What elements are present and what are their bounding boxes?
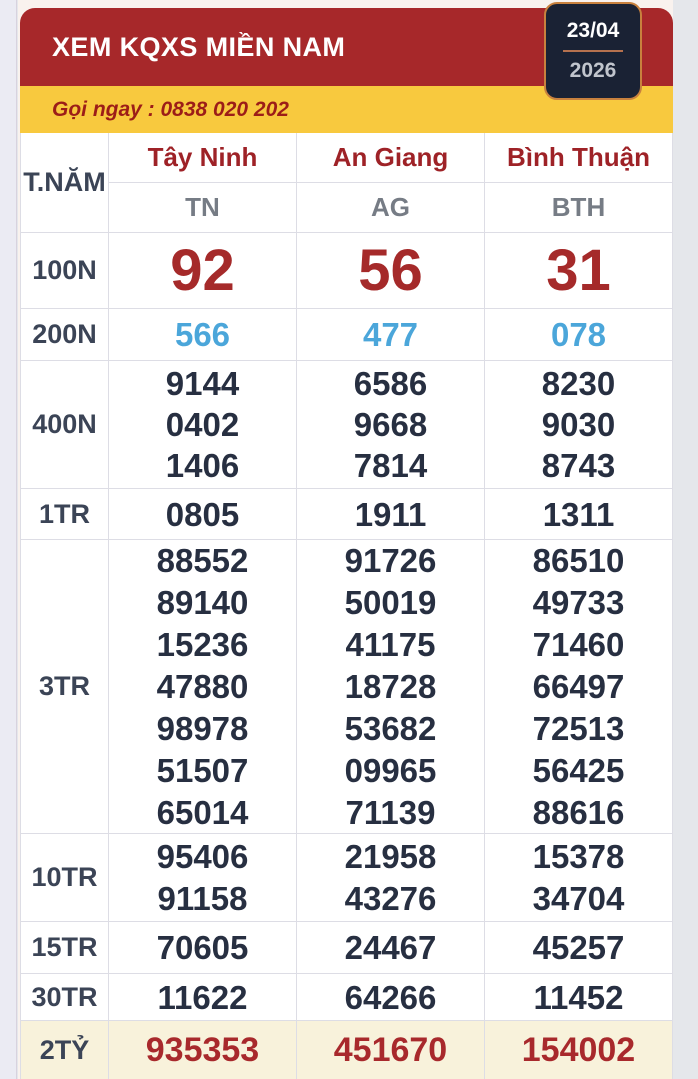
prize-number: 49733: [532, 583, 625, 621]
prize-number: 566: [174, 316, 231, 353]
prize-number: 92: [170, 237, 235, 303]
corner-label: T.NĂM: [21, 133, 109, 232]
prize-number: 43276: [344, 879, 437, 917]
prize-cell: [485, 309, 672, 360]
prize-cell: [485, 233, 672, 308]
province-name: Bình Thuận: [485, 133, 672, 183]
prize-number: 71139: [345, 793, 436, 831]
prize-cell: [297, 974, 485, 1020]
date-day-month: 23/04: [566, 19, 620, 42]
prize-cell: [485, 922, 672, 973]
prize-number: 91158: [157, 879, 248, 917]
prize-cell: [297, 489, 485, 539]
prize-number: 56425: [532, 751, 625, 789]
prize-number: 47880: [156, 667, 249, 705]
prize-number: 1406: [165, 447, 240, 484]
prize-number: 31: [546, 237, 611, 303]
prize-number: 21958: [344, 837, 437, 875]
prize-number: 45257: [532, 929, 625, 966]
prize-number: 8743: [541, 447, 616, 484]
prize-cell: [297, 309, 485, 360]
prize-cell: [109, 834, 297, 921]
province-column-tay-ninh: [109, 133, 297, 232]
date-year: 2026: [569, 59, 617, 82]
province-code: TN: [185, 191, 220, 222]
province-column-an-giang: [297, 133, 485, 232]
prize-number: 935353: [145, 1030, 260, 1069]
prize-tier-label: 400N: [21, 361, 109, 488]
prize-row-15TR: [21, 922, 672, 974]
prize-number: 88616: [532, 793, 625, 831]
prize-number: 51507: [156, 751, 249, 789]
prize-cell: [109, 1021, 297, 1079]
prize-number: 9144: [165, 365, 240, 402]
prize-row-10TR: [21, 834, 672, 922]
prize-cell: [109, 974, 297, 1020]
lottery-results-card: [20, 8, 673, 1079]
prize-cell: [485, 1021, 672, 1079]
results-table: [20, 133, 673, 1079]
prize-number: 18728: [344, 667, 437, 705]
prize-tier-label: 200N: [21, 309, 109, 360]
prize-number: 66497: [532, 667, 625, 705]
prize-row-1TR: [21, 489, 672, 540]
province-code: BTH: [551, 191, 606, 222]
prize-number: 11452: [533, 978, 624, 1016]
prize-cell: [297, 540, 485, 833]
date-divider: [563, 50, 623, 52]
prize-cell: [109, 233, 297, 308]
content-area: [18, 0, 673, 1079]
province-name: Tây Ninh: [109, 133, 296, 183]
prize-cell: [485, 974, 672, 1020]
prize-tier-label: 10TR: [21, 834, 109, 921]
prize-number: 0805: [165, 495, 240, 533]
prize-cell: [297, 922, 485, 973]
prize-number: 91726: [344, 541, 437, 579]
prize-tier-label: 100N: [21, 233, 109, 308]
prize-number: 9030: [541, 406, 616, 443]
prize-cell: [109, 489, 297, 539]
prize-number: 50019: [344, 583, 437, 621]
prize-tier-label: 15TR: [21, 922, 109, 973]
page-left-gutter: [0, 0, 17, 1079]
prize-row-100N: [21, 233, 672, 309]
prize-number: 89140: [156, 583, 249, 621]
prize-number: 1311: [542, 495, 615, 533]
prize-tier-label: 2TỶ: [21, 1021, 109, 1079]
prize-number: 88552: [156, 541, 249, 579]
prize-cell: [485, 489, 672, 539]
prize-number: 1911: [354, 495, 427, 533]
prize-number: 71460: [532, 625, 625, 663]
table-header: [21, 133, 672, 233]
prize-cell: [109, 361, 297, 488]
prize-number: 6586: [353, 365, 428, 402]
prize-row-200N: [21, 309, 672, 361]
prize-number: 477: [362, 316, 419, 353]
prize-tier-label: 3TR: [21, 540, 109, 833]
prize-cell: [109, 540, 297, 833]
prize-cell: [109, 922, 297, 973]
prize-number: 64266: [344, 978, 437, 1016]
prize-number: 98978: [156, 709, 249, 747]
prize-number: 11622: [157, 978, 248, 1016]
hotline-phone-link[interactable]: Gọi ngay : 0838 020 202: [52, 97, 289, 121]
prize-row-400N: [21, 361, 672, 489]
date-picker-badge[interactable]: [544, 2, 642, 100]
prize-row-3TR: [21, 540, 672, 834]
prize-cell: [485, 540, 672, 833]
prize-number: 154002: [521, 1030, 636, 1069]
prize-number: 451670: [333, 1030, 448, 1069]
prize-tier-label: 1TR: [21, 489, 109, 539]
prize-cell: [297, 1021, 485, 1079]
province-code: AG: [371, 191, 410, 222]
prize-number: 72513: [532, 709, 625, 747]
page-title: XEM KQXS MIỀN NAM: [52, 31, 346, 62]
prize-tier-label: 30TR: [21, 974, 109, 1020]
prize-number: 70605: [156, 929, 249, 966]
prize-number: 9668: [353, 406, 428, 443]
prize-number: 15378: [532, 837, 625, 875]
prize-cell: [485, 361, 672, 488]
prize-number: 86510: [532, 541, 625, 579]
prize-number: 078: [550, 316, 607, 353]
prize-row-30TR: [21, 974, 672, 1021]
prize-cell: [109, 309, 297, 360]
prize-number: 65014: [156, 793, 249, 831]
prize-number: 95406: [156, 837, 249, 875]
prize-cell: [297, 834, 485, 921]
prize-number: 53682: [344, 709, 437, 747]
prize-number: 8230: [541, 365, 616, 402]
results-body: [21, 233, 672, 1079]
prize-number: 15236: [156, 625, 249, 663]
card-header: [20, 8, 673, 86]
prize-number: 56: [358, 237, 423, 303]
prize-cell: [297, 233, 485, 308]
province-column-binh-thuan: [485, 133, 672, 232]
prize-number: 09965: [344, 751, 437, 789]
prize-row-2TỶ: [21, 1021, 672, 1079]
prize-number: 41175: [345, 625, 436, 663]
prize-cell: [485, 834, 672, 921]
prize-cell: [297, 361, 485, 488]
province-name: An Giang: [297, 133, 484, 183]
prize-number: 24467: [344, 929, 437, 966]
prize-number: 34704: [532, 879, 625, 917]
prize-number: 7814: [353, 447, 428, 484]
prize-number: 0402: [165, 406, 240, 443]
